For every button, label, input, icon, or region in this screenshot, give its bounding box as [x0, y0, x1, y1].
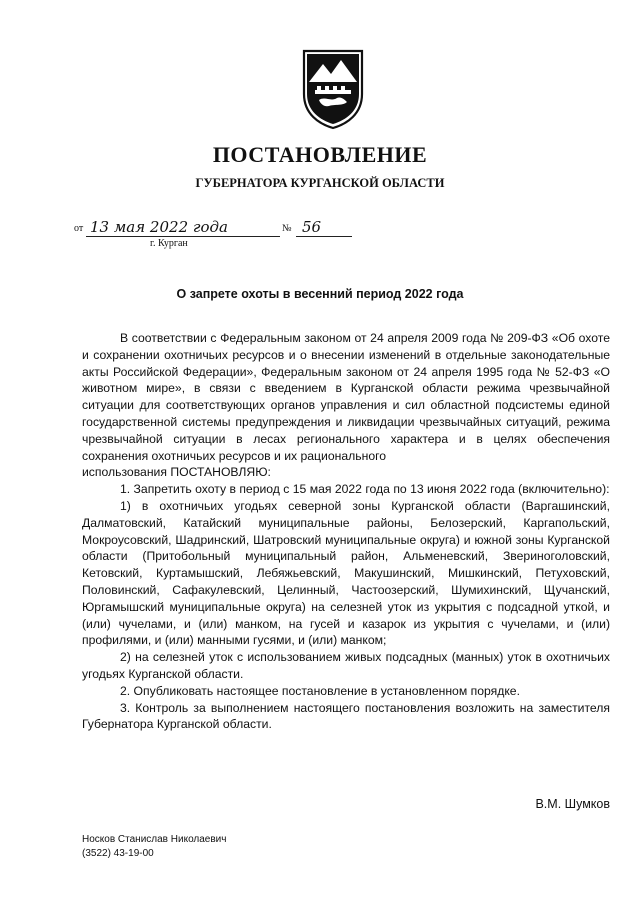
paragraph-item-1: 1. Запретить охоту в период с 15 мая 2022 года по 13 июня 2022 года (включительно):: [120, 482, 610, 497]
document-heading: О запрете охоты в весенний период 2022 года: [176, 287, 464, 301]
signature-name: В.М. Шумков: [535, 797, 610, 811]
document-subtitle: ГУБЕРНАТОРА КУРГАНСКОЙ ОБЛАСТИ: [195, 176, 445, 190]
number-prefix: №: [282, 223, 292, 234]
paragraph-item-2: 2. Опубликовать настоящее постановление в установленном порядке.: [120, 683, 520, 698]
document-body: [82, 330, 610, 733]
paragraph-decree: использования ПОСТАНОВЛЯЮ:: [82, 465, 271, 480]
paragraph-preamble: В соответствии с Федеральным законом от 24 апреля 2009 года № 209-ФЗ «Об охоте и сохранении охотничьих ресурсов и о внесении изменений в отдельные законодательные акты Российской Федерации», Федеральным законом от 24 апреля 1995 года № 52-ФЗ «О животном мире», в связи с введением в Курганской области режима чрезвычайной ситуации для соответствующих органов управления и сил областной подсистемы единой государственной системы предупреждения и ликвидации чрезвычайных ситуаций, режима чрезвычайной ситуации в лесах регионального характера и в целях обеспечения сохранения охотничьих ресурсов и их рационального: [82, 331, 610, 463]
dateline: [74, 218, 354, 268]
document-date: 13 мая 2022 года: [86, 218, 280, 237]
coat-of-arms-emblem: [301, 48, 365, 130]
document-title: ПОСТАНОВЛЕНИЕ: [212, 142, 428, 167]
executor-name: Носков Станислав Николаевич: [82, 834, 227, 845]
paragraph-item-3: 3. Контроль за выполнением настоящего постановления возложить на заместителя Губернатора Курганской области.: [82, 700, 610, 732]
executor-block: [82, 833, 226, 861]
paragraph-subitem-2: 2) на селезней уток с использованием живых подсадных (манных) уток в охотничьих угодьях Курганской области.: [82, 650, 610, 681]
executor-phone: (3522) 43-19-00: [82, 848, 154, 859]
document-city: г. Курган: [150, 238, 188, 249]
document-number: 56: [296, 218, 352, 237]
paragraph-subitem-1: 1) в охотничьих угодьях северной зоны Курганской области (Варгашинский, Далматовский, Катайский муниципальные районы, Белозерский, Каргапольский, Мокроусовский, Шадринский, Шатровский муниципальные округа) и южной зоны Курганской области (Притобольный муниципальный район, Альменевский, Звериноголовский, Кетовский, Куртамышский, Лебяжьевский, Макушинский, Мишкинский, Петуховский, Половинский, Сафакулевский, Целинный, Частоозерский, Шумихинский, Щучанский, Юргамышский муниципальные округа) на селезней уток из укрытия с подсадной уткой, и (или) чучелами, и (или) манком, на гусей и казарок из укрытия с чучелами, и (или) профилями, и (или) манными гусями, и (или) манком;: [82, 498, 610, 648]
date-prefix: от: [74, 223, 84, 234]
